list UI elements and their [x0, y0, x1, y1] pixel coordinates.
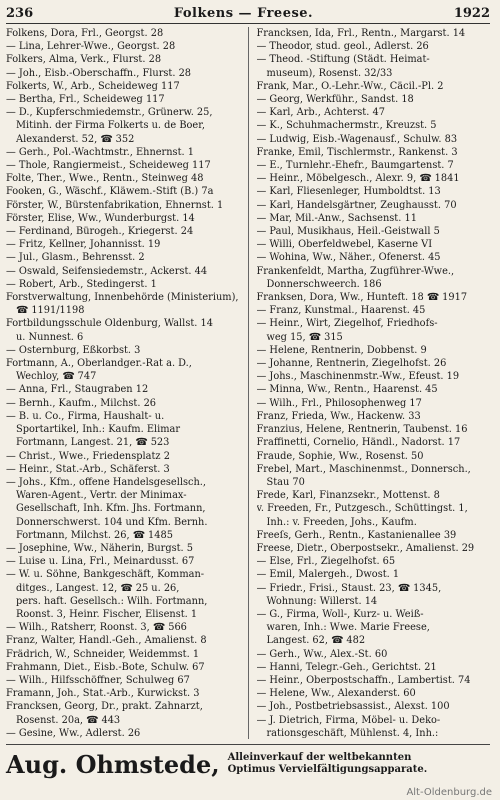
- directory-entry: Franke, Emil, Tischlermstr., Rankenst. 3: [256, 146, 458, 158]
- directory-entry: — Josephine, Ww., Näherin, Burgst. 5: [6, 542, 194, 554]
- right-column: [257, 27, 491, 739]
- directory-entry: — Gerh., Ww., Alex.-St. 60: [256, 648, 388, 660]
- directory-entry: — Helene, Rentnerin, Dobbenst. 9: [256, 344, 427, 356]
- directory-entry: — Heinr., Wirt, Ziegelhof, Friedhofs-: [256, 318, 438, 330]
- directory-entry: Stau 70: [266, 476, 305, 488]
- directory-entry: Folte, Ther., Wwe., Rentn., Steinweg 48: [6, 173, 204, 185]
- directory-entry: — Joh., Eisb.-Oberschaffn., Flurst. 28: [6, 67, 192, 79]
- advertisement-banner: [6, 744, 490, 783]
- directory-entry: Franz, Walter, Handl.-Geh., Amalienst. 8: [6, 635, 207, 647]
- header-rule: [6, 23, 490, 24]
- directory-entry: — Gerh., Pol.-Wachtmstr., Ehnernst. 1: [6, 146, 194, 158]
- ad-brand: Aug. Ohmstede,: [6, 749, 220, 779]
- directory-entry: — Bernh., Kaufm., Milchst. 26: [6, 397, 157, 409]
- directory-entry: v. Freeden, Fr., Putzgesch., Schüttingst. 1,: [256, 503, 468, 515]
- directory-entry: Fraffinetti, Cornelio, Händl., Nadorst. 17: [256, 437, 461, 449]
- directory-entry: — Else, Frl., Ziegelhofst. 65: [256, 556, 396, 568]
- directory-columns: [6, 27, 490, 739]
- directory-entry: Frädrich, W., Schneider, Weidemmst. 1: [6, 648, 200, 660]
- directory-entry: — Karl, Fliesenleger, Humboldtst. 13: [256, 186, 441, 198]
- page-year: 1922: [453, 5, 490, 21]
- page-number: 236: [6, 5, 34, 21]
- directory-entry: — W. u. Söhne, Bankgeschäft, Komman-: [6, 569, 205, 581]
- directory-entry: — Paul, Musikhaus, Heil.-Geistwall 5: [256, 226, 440, 238]
- directory-entry: — G., Firma, Woll-, Kurz- u. Weiß-: [256, 608, 424, 620]
- directory-entry: Wechloy, ☎ 747: [16, 371, 97, 383]
- directory-entry: Fortbildungsschule Oldenburg, Wallst. 14: [6, 318, 213, 330]
- directory-entry: u. Nunnest. 6: [16, 331, 84, 343]
- directory-entry: Frebel, Mart., Maschinenmst., Donnersch.,: [256, 463, 471, 475]
- directory-entry: Franz, Frieda, Ww., Hackenw. 33: [256, 410, 421, 422]
- directory-entry: Donnerschwerst. 104 und Kfm. Bernh.: [16, 516, 208, 528]
- directory-entry: Mitinh. der Firma Folkerts u. de Boer,: [16, 120, 205, 132]
- directory-entry: Freeſs, Gerh., Rentn., Kastanienallee 39: [256, 529, 457, 541]
- directory-entry: — D., Kupferschmiedemstr., Grünerw. 25,: [6, 107, 213, 119]
- directory-entry: — Emil, Malergeh., Dwost. 1: [256, 569, 400, 581]
- directory-entry: Folkers, Alma, Verk., Flurst. 28: [6, 54, 162, 66]
- directory-entry: — Wohina, Ww., Näher., Ofenerst. 45: [256, 252, 441, 264]
- directory-entry: Freese, Dietr., Oberpostsekr., Amalienst. 29: [256, 542, 475, 554]
- directory-entry: — Karl, Handelsgärtner, Zeughausst. 70: [256, 199, 457, 211]
- directory-entry: rationsgeschäft, Mühlenst. 4, Inh.:: [266, 727, 439, 739]
- directory-entry: — Wilh., Hilfsschöffner, Schulweg 67: [6, 674, 190, 686]
- directory-entry: — Ludwig, Eisb.-Wagenausf., Schulw. 83: [256, 133, 458, 145]
- left-column: [6, 27, 240, 739]
- directory-entry: — Georg, Werkführ., Sandst. 18: [256, 94, 414, 106]
- directory-entry: Fortmann, Langest. 21, ☎ 523: [16, 437, 170, 449]
- directory-entry: Francksen, Georg, Dr., prakt. Zahnarzt,: [6, 701, 203, 713]
- directory-entry: pers. haft. Gesellsch.: Wilh. Fortmann,: [16, 595, 208, 607]
- directory-entry: ditges., Langest. 12, ☎ 25 u. 26,: [16, 582, 180, 594]
- directory-entry: Franzius, Helene, Rentnerin, Taubenst. 16: [256, 424, 468, 436]
- directory-entry: Inh.: v. Freeden, Johs., Kaufm.: [266, 516, 417, 528]
- directory-entry: — Franz, Kunstmal., Haarenst. 45: [256, 305, 426, 317]
- directory-entry: Framann, Joh., Stat.-Arb., Kurwickst. 3: [6, 688, 200, 700]
- directory-entry: — Wilh., Frl., Philosophenweg 17: [256, 397, 422, 409]
- directory-entry: — Joh., Postbetriebsassist., Alexst. 100: [256, 701, 450, 713]
- directory-entry: Franksen, Dora, Ww., Hunteft. 18 ☎ 1917: [256, 292, 468, 304]
- directory-entry: — Heinr., Möbelgesch., Alexr. 9, ☎ 1841: [256, 173, 460, 185]
- directory-entry: — Luise u. Lina, Frl., Meinardusst. 67: [6, 556, 195, 568]
- directory-entry: Alexanderst. 52, ☎ 352: [16, 133, 135, 145]
- directory-entry: Frede, Karl, Finanzsekr., Mottenst. 8: [256, 490, 440, 502]
- directory-entry: Fooken, G., Wäschf., Kläwem.-Stift (B.) 7a: [6, 186, 214, 198]
- directory-entry: — Heinr., Oberpostschaffn., Lambertist. 74: [256, 674, 471, 686]
- directory-entry: Frankenfeldt, Martha, Zugführer-Wwe.,: [256, 265, 455, 277]
- directory-entry: — Robert, Arb., Stedingerst. 1: [6, 278, 157, 290]
- directory-entry: — E., Turnlehr.-Ehefr., Baumgartenst. 7: [256, 160, 454, 172]
- directory-entry: Rosenst. 20a, ☎ 443: [16, 714, 121, 726]
- ad-text: [228, 752, 428, 776]
- directory-entry: — K., Schuhmachermstr., Kreuzst. 5: [256, 120, 437, 132]
- directory-entry: — Ferdinand, Bürogeh., Kriegerst. 24: [6, 226, 194, 238]
- directory-entry: ☎ 1191/1198: [16, 305, 85, 317]
- directory-entry: museum), Rosenst. 32/33: [266, 67, 393, 79]
- directory-entry: — B. u. Co., Firma, Haushalt- u.: [6, 410, 165, 422]
- directory-entry: — Bertha, Frl., Scheideweg 117: [6, 94, 165, 106]
- directory-entry: Folkerts, W., Arb., Scheideweg 117: [6, 80, 180, 92]
- directory-entry: Fortmann, A., Oberlandger.-Rat a. D.,: [6, 358, 192, 370]
- directory-entry: — Minna, Ww., Rentn., Haarenst. 45: [256, 384, 438, 396]
- ad-line-2: Optimus Vervielfältigungsapparate.: [227, 764, 428, 775]
- directory-entry: — Friedr., Frisi., Staust. 23, ☎ 1345,: [256, 582, 442, 594]
- directory-entry: Forstverwaltung, Innenbehörde (Ministerium),: [6, 292, 239, 304]
- directory-entry: — Anna, Frl., Staugraben 12: [6, 384, 149, 396]
- directory-entry: waren, Inh.: Wwe. Marie Freese,: [266, 622, 430, 634]
- directory-entry: Frank, Mar., O.-Lehr.-Ww., Cäcil.-Pl. 2: [256, 80, 444, 92]
- directory-entry: — Jul., Glasm., Behrensst. 2: [6, 252, 145, 264]
- directory-entry: weg 15, ☎ 315: [266, 331, 343, 343]
- source-watermark: Alt-Oldenburg.de: [406, 787, 492, 798]
- directory-entry: — Heinr., Stat.-Arb., Schäferst. 3: [6, 463, 170, 475]
- directory-entry: — Johs., Maschinenmstr.-Ww., Efeust. 19: [256, 371, 460, 383]
- directory-entry: — Christ., Wwe., Friedensplatz 2: [6, 450, 170, 462]
- directory-entry: — Hanni, Telegr.-Geh., Gerichtst. 21: [256, 661, 437, 673]
- column-divider: [248, 27, 249, 739]
- directory-entry: Waren-Agent., Vertr. der Minimax-: [16, 490, 187, 502]
- directory-entry: Fortmann, Milchst. 26, ☎ 1485: [16, 529, 173, 541]
- directory-entry: — Karl, Arb., Achterst. 47: [256, 107, 385, 119]
- ad-line-1: Alleinverkauf der weltbekannten: [227, 752, 412, 763]
- directory-entry: — Gesine, Ww., Adlerst. 26: [6, 727, 141, 739]
- directory-entry: — Osternburg, Eßkorbst. 3: [6, 344, 141, 356]
- directory-entry: Wohnung: Willerst. 14: [266, 595, 378, 607]
- directory-entry: — J. Dietrich, Firma, Möbel- u. Deko-: [256, 714, 441, 726]
- directory-entry: Frahmann, Diet., Eisb.-Bote, Schulw. 67: [6, 661, 205, 673]
- directory-entry: Gesellschaft, Inh. Kfm. Jhs. Fortmann,: [16, 503, 206, 515]
- directory-entry: — Oswald, Seifensiedemstr., Ackerst. 44: [6, 265, 208, 277]
- directory-entry: — Thole, Rangiermeist., Scheideweg 117: [6, 160, 211, 172]
- directory-entry: Sportartikel, Inh.: Kaufm. Elimar: [16, 424, 181, 436]
- directory-entry: — Lina, Lehrer-Wwe., Georgst. 28: [6, 41, 176, 53]
- directory-entry: — Theod. -Stiftung (Städt. Heimat-: [256, 54, 430, 66]
- directory-entry: — Wilh., Ratsherr, Roonst. 3, ☎ 566: [6, 622, 187, 634]
- page-title: Folkens — Freese.: [173, 5, 314, 21]
- directory-entry: Förster, W., Bürstenfabrikation, Ehnernst. 1: [6, 199, 224, 211]
- directory-entry: Donnerschweerch. 186: [266, 278, 382, 290]
- page-header: [6, 4, 490, 22]
- directory-entry: Roonst. 3, Heinr. Fischer, Elisenst. 1: [16, 608, 198, 620]
- directory-entry: Fraude, Sophie, Ww., Rosenst. 50: [256, 450, 424, 462]
- directory-entry: Förster, Elise, Ww., Wunderburgst. 14: [6, 212, 195, 224]
- directory-entry: Francksen, Ida, Frl., Rentn., Margarst. 14: [256, 28, 466, 39]
- directory-entry: — Johs., Kfm., offene Handelsgesellsch.,: [6, 476, 207, 488]
- directory-entry: — Theodor, stud. geol., Adlerst. 26: [256, 41, 429, 53]
- directory-entry: Langest. 62, ☎ 482: [266, 635, 366, 647]
- directory-entry: — Mar, Mil.-Anw., Sachsenst. 11: [256, 212, 417, 224]
- directory-entry: — Willi, Oberfeldwebel, Kaserne VI: [256, 239, 433, 251]
- directory-entry: Folkens, Dora, Frl., Georgst. 28: [6, 28, 164, 39]
- directory-entry: — Fritz, Kellner, Johannisst. 19: [6, 239, 161, 251]
- directory-entry: — Johanne, Rentnerin, Ziegelhofst. 26: [256, 358, 447, 370]
- directory-entry: — Helene, Ww., Alexanderst. 60: [256, 688, 416, 700]
